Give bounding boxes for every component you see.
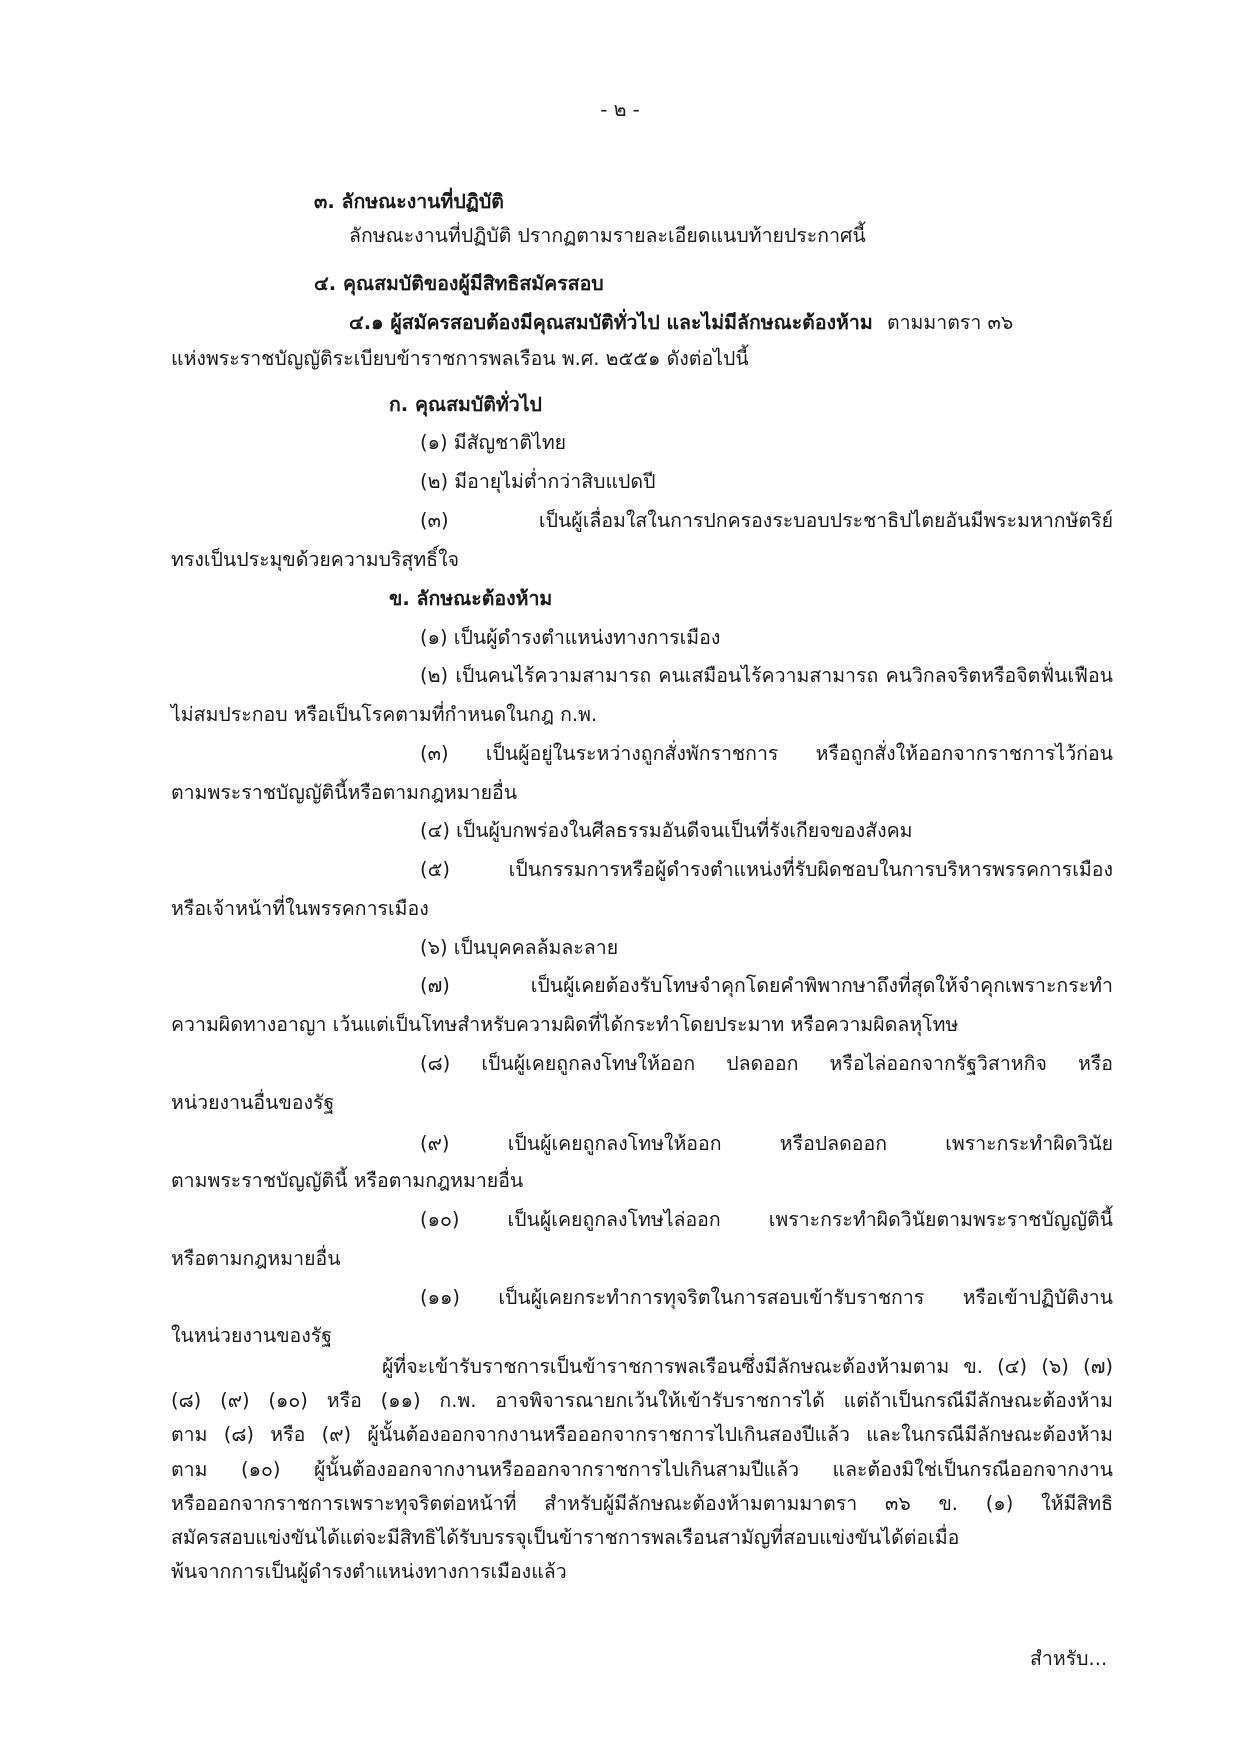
prohibited-item-2-line-1: (๒) เป็นคนไร้ความสามารถ คนเสมือนไร้ความสามารถ คนวิกลจริตหรือจิตฟั่นเฟือน [420, 664, 1113, 687]
closing-paragraph-line-7: พ้นจากการเป็นผู้ดำรงตำแหน่งทางการเมืองแล้ว [171, 1560, 567, 1583]
section-4-1-line-1 [349, 309, 1013, 337]
section-4-1-bold-text: ๔.๑ ผู้สมัครสอบต้องมีคุณสมบัติทั่วไป และไม่มีลักษณะต้องห้าม [349, 311, 873, 334]
prohibited-item-9-line-2: ตามพระราชบัญญัตินี้ หรือตามกฎหมายอื่น [171, 1169, 524, 1192]
prohibited-item-5-line-2: หรือเจ้าหน้าที่ในพรรคการเมือง [171, 897, 429, 920]
page-number: - ๒ - [600, 98, 640, 121]
prohibited-item-8-line-1: (๘) เป็นผู้เคยถูกลงโทษให้ออก ปลดออก หรือไล่ออกจากรัฐวิสาหกิจ หรือ [420, 1052, 1113, 1075]
closing-paragraph-line-5: หรือออกจากราชการเพราะทุจริตต่อหน้าที่ สำหรับผู้มีลักษณะต้องห้ามตามมาตรา ๓๖ ข. (๑) ให้มีสิทธิ [171, 1492, 1113, 1515]
prohibited-item-3-line-1: (๓) เป็นผู้อยู่ในระหว่างถูกสั่งพักราชการ หรือถูกสั่งให้ออกจากราชการไว้ก่อน [420, 742, 1113, 765]
prohibited-characteristics-heading: ข. ลักษณะต้องห้าม [389, 587, 553, 610]
general-item-3-line-2: ทรงเป็นประมุขด้วยความบริสุทธิ์ใจ [171, 548, 460, 571]
prohibited-item-5-line-1: (๕) เป็นกรรมการหรือผู้ดำรงตำแหน่งที่รับผิดชอบในการบริหารพรรคการเมือง [420, 858, 1113, 881]
prohibited-item-4: (๔) เป็นผู้บกพร่องในศีลธรรมอันดีจนเป็นที่รังเกียจของสังคม [420, 819, 913, 842]
prohibited-item-3-line-2: ตามพระราชบัญญัตินี้หรือตามกฎหมายอื่น [171, 781, 518, 804]
general-item-3-line-1: (๓) เป็นผู้เลื่อมใสในการปกครองระบอบประชาธิปไตยอันมีพระมหากษัตริย์ [420, 509, 1113, 532]
prohibited-item-11-line-1: (๑๑) เป็นผู้เคยกระทำการทุจริตในการสอบเข้ารับราชการ หรือเข้าปฏิบัติงาน [420, 1286, 1113, 1309]
closing-paragraph-line-4: ตาม (๑๐) ผู้นั้นต้องออกจากงานหรือออกจากราชการไปเกินสามปีแล้ว และต้องมิใช่เป็นกรณีออกจากงาน [171, 1458, 1113, 1481]
prohibited-item-9-line-1: (๙) เป็นผู้เคยถูกลงโทษให้ออก หรือปลดออก เพราะกระทำผิดวินัย [420, 1132, 1113, 1155]
prohibited-item-6: (๖) เป็นบุคคลล้มละลาย [420, 936, 619, 959]
closing-paragraph-line-1: ผู้ที่จะเข้ารับราชการเป็นข้าราชการพลเรือนซึ่งมีลักษณะต้องห้ามตาม ข. (๔) (๖) (๗) [382, 1355, 1113, 1378]
general-item-2: (๒) มีอายุไม่ต่ำกว่าสิบแปดปี [420, 470, 656, 493]
closing-paragraph-line-6: สมัครสอบแข่งขันได้แต่จะมีสิทธิได้รับบรรจุเป็นข้าราชการพลเรือนสามัญที่สอบแข่งขันได้ต่อเมื่อ [171, 1526, 960, 1549]
prohibited-item-1: (๑) เป็นผู้ดำรงตำแหน่งทางการเมือง [420, 626, 721, 649]
continuation-marker: สำหรับ... [1030, 1647, 1108, 1670]
prohibited-item-2-line-2: ไม่สมประกอบ หรือเป็นโรคตามที่กำหนดในกฎ ก.พ. [171, 703, 598, 726]
closing-paragraph-line-3: ตาม (๘) หรือ (๙) ผู้นั้นต้องออกจากงานหรือออกจากราชการไปเกินสองปีแล้ว และในกรณีมีลักษณะต้องห้าม [171, 1423, 1113, 1446]
section-3-body: ลักษณะงานที่ปฏิบัติ ปรากฏตามรายละเอียดแนบท้ายประกาศนี้ [349, 224, 866, 247]
prohibited-item-7-line-2: ความผิดทางอาญา เว้นแต่เป็นโทษสำหรับความผิดที่ได้กระทำโดยประมาท หรือความผิดลหุโทษ [171, 1013, 959, 1036]
prohibited-item-11-line-2: ในหน่วยงานของรัฐ [171, 1324, 333, 1347]
closing-paragraph-line-2: (๘) (๙) (๑๐) หรือ (๑๑) ก.พ. อาจพิจารณายกเว้นให้เข้ารับราชการได้ แต่ถ้าเป็นกรณีมีลักษณะต้องห้าม [171, 1389, 1113, 1412]
prohibited-item-8-line-2: หน่วยงานอื่นของรัฐ [171, 1091, 335, 1114]
section-3-heading: ๓. ลักษณะงานที่ปฏิบัติ [314, 190, 504, 213]
prohibited-item-7-line-1: (๗) เป็นผู้เคยต้องรับโทษจำคุกโดยคำพิพากษาถึงที่สุดให้จำคุกเพราะกระทำ [420, 974, 1113, 997]
section-4-1-line-2: แห่งพระราชบัญญัติระเบียบข้าราชการพลเรือน พ.ศ. ๒๕๕๑ ดังต่อไปนี้ [171, 347, 749, 370]
prohibited-item-10-line-2: หรือตามกฎหมายอื่น [171, 1247, 341, 1270]
prohibited-item-10-line-1: (๑๐) เป็นผู้เคยถูกลงโทษไล่ออก เพราะกระทำผิดวินัยตามพระราชบัญญัตินี้ [420, 1208, 1113, 1231]
general-qualifications-heading: ก. คุณสมบัติทั่วไป [389, 393, 542, 416]
general-item-1: (๑) มีสัญชาติไทย [420, 431, 567, 454]
section-4-heading: ๔. คุณสมบัติของผู้มีสิทธิสมัครสอบ [314, 272, 604, 295]
section-4-1-regular-text: ตามมาตรา ๓๖ [886, 311, 1014, 334]
